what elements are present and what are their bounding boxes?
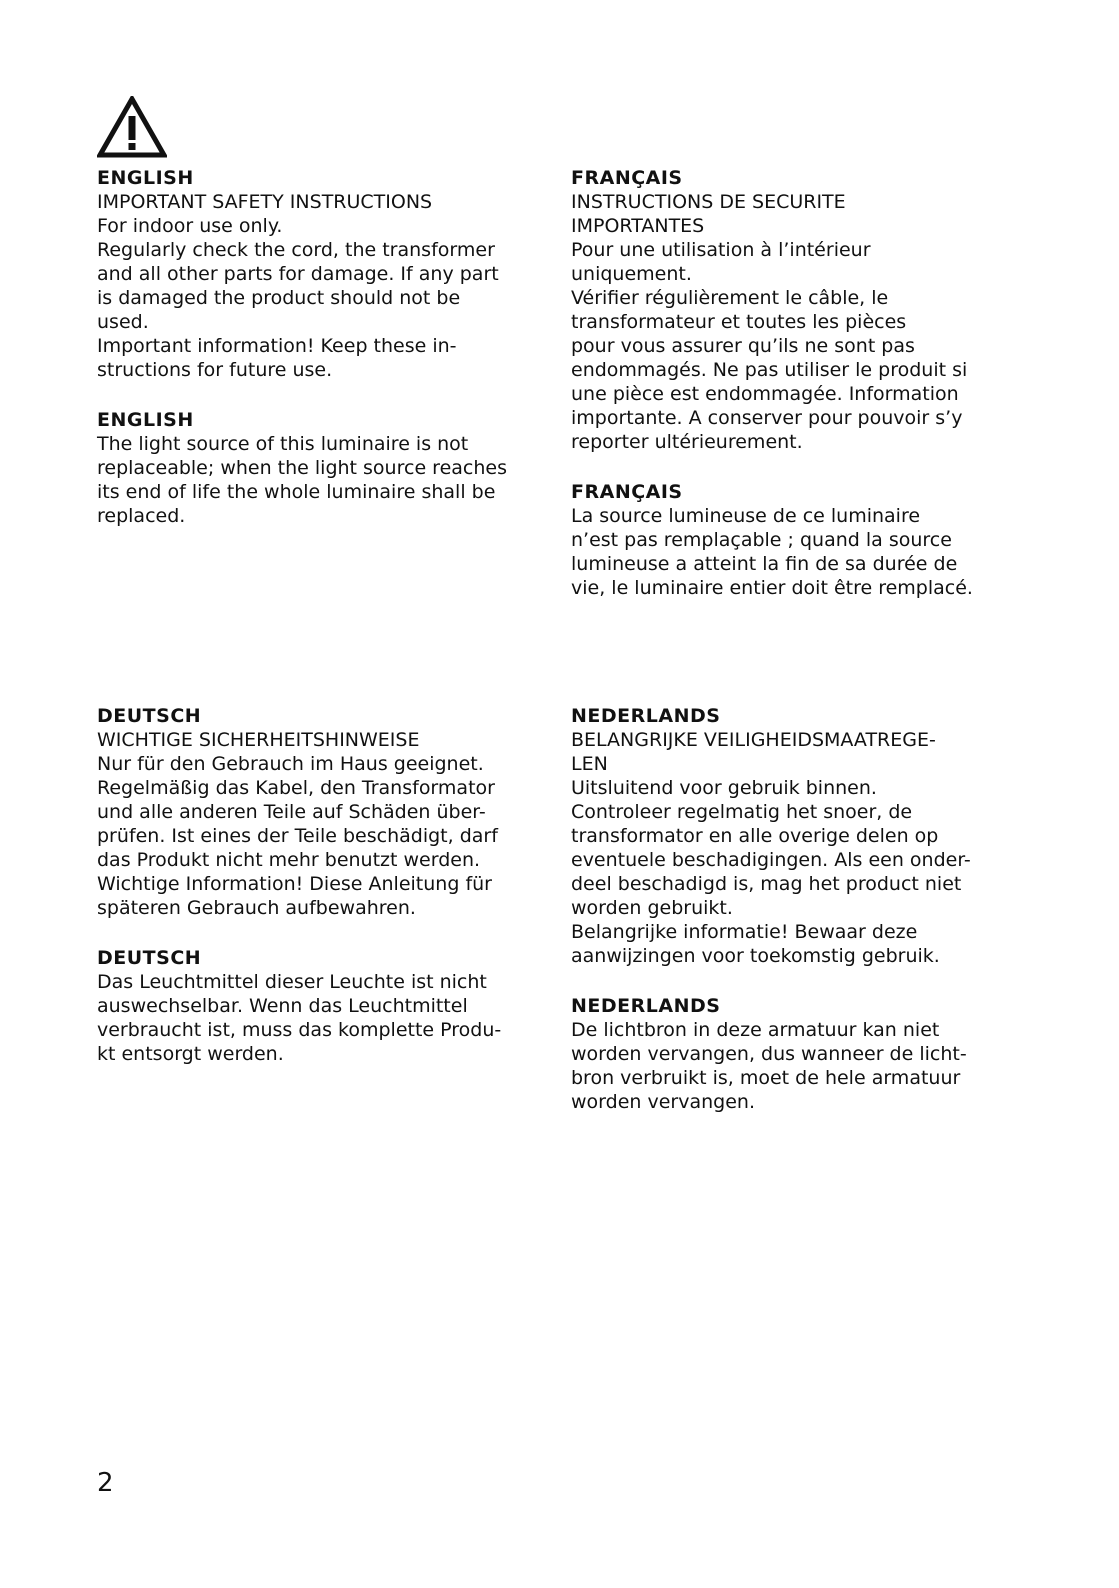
section-text: De lichtbron in deze armatuur kan niet worden vervangen, dus wanneer de licht- bron verbruikt is, moet de hele armatuur worden vervangen. [571,1019,967,1113]
french-light-source-section [571,480,1031,600]
right-column-bottom [571,704,1031,1140]
left-column-top [97,166,547,554]
left-column-bottom [97,704,547,1092]
german-safety-section [97,704,547,920]
section-text: La source lumineuse de ce luminaire n’est pas remplaçable ; quand la source lumineuse a atteint la fin de sa durée de vie, le luminaire entier doit être remplacé. [571,505,973,599]
english-safety-section [97,166,547,382]
section-heading: FRANÇAIS [571,167,683,189]
section-heading: DEUTSCH [97,947,202,969]
section-heading: NEDERLANDS [571,995,721,1017]
section-text: BELANGRIJKE VEILIGHEIDSMAATREGE- LEN Uitsluitend voor gebruik binnen. Controleer regelmatig het snoer, de transformator en alle overige delen op eventuele beschadigingen. Als een onder- deel beschadigd is, mag het product niet worden gebruikt. Belangrijke informatie! Bewaar deze aanwijzingen voor toekomstig gebruik. [571,729,971,967]
dutch-safety-section [571,704,1031,968]
dutch-light-source-section [571,994,1031,1114]
section-text: IMPORTANT SAFETY INSTRUCTIONS For indoor use only. Regularly check the cord, the transformer and all other parts for damage. If any part is damaged the product should not be used. Important information! Keep these in- structions for future use. [97,191,499,381]
german-light-source-section [97,946,547,1066]
section-heading: DEUTSCH [97,705,202,727]
section-heading: NEDERLANDS [571,705,721,727]
section-heading: FRANÇAIS [571,481,683,503]
section-text: The light source of this luminaire is not replaceable; when the light source reaches its end of life the whole luminaire shall be replaced. [97,433,507,527]
warning-triangle-icon [97,96,167,158]
section-heading: ENGLISH [97,167,194,189]
section-text: Das Leuchtmittel dieser Leuchte ist nicht auswechselbar. Wenn das Leuchtmittel verbraucht ist, muss das komplette Produ- kt entsorgt werden. [97,971,502,1065]
right-column-top [571,166,1031,626]
english-light-source-section [97,408,547,528]
page-number: 2 [97,1468,114,1498]
section-heading: ENGLISH [97,409,194,431]
section-text: INSTRUCTIONS DE SECURITE IMPORTANTES Pour une utilisation à l’intérieur uniquement. Vérifier régulièrement le câble, le transformateur et toutes les pièces pour vous assurer qu’ils ne sont pas endommagés. Ne pas utiliser le produit si une pièce est endommagée. Information importante. A conserver pour pouvoir s’y reporter ultérieurement. [571,191,968,453]
french-safety-section [571,166,1031,454]
section-text: WICHTIGE SICHERHEITSHINWEISE Nur für den Gebrauch im Haus geeignet. Regelmäßig das Kabel, den Transformator und alle anderen Teile auf Schäden über- prüfen. Ist eines der Teile beschädigt, darf das Produkt nicht mehr benutzt werden. Wichtige Information! Diese Anleitung für späteren Gebrauch aufbewahren. [97,729,498,919]
